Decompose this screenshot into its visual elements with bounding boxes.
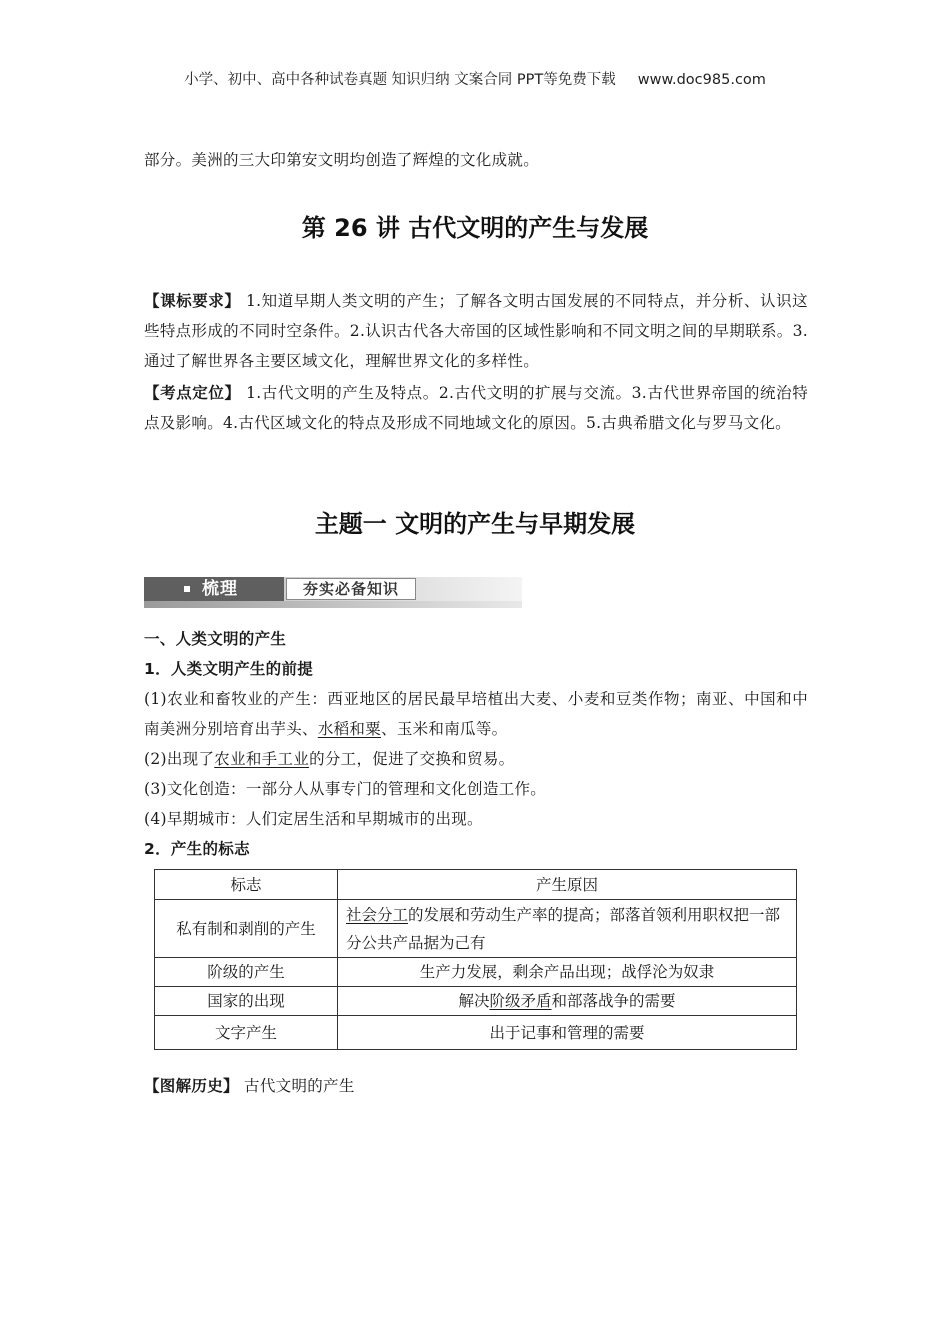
banner-box: 夯实必备知识 [286,578,416,600]
table-header-reason: 产生原因 [338,870,797,900]
diagram-caption [144,1071,808,1101]
square-bullet-icon [184,586,190,592]
table-header-sign: 标志 [155,870,338,900]
table-header-row [155,870,797,900]
reason-text: 和部落战争的需要 [551,992,676,1010]
table-cell-sign: 国家的出现 [155,987,338,1016]
item-agriculture-text-b: 、玉米和南瓜等。 [381,720,508,738]
table-cell-sign: 文字产生 [155,1016,338,1050]
item-agriculture-underline: 水稻和粟 [317,720,382,738]
item-division-text-b: 的分工，促进了交换和贸易。 [309,750,515,768]
banner-label: 梳理 [202,579,238,599]
subheading-prerequisites: 1．人类文明产生的前提 [144,660,314,678]
table-row [155,900,797,958]
curriculum-paragraph [144,286,808,376]
table-cell-reason [338,987,797,1016]
item-agriculture [144,684,808,744]
reason-underline: 社会分工 [346,905,409,924]
diagram-text: 古代文明的产生 [238,1077,355,1095]
banner-strip [144,601,522,608]
section-banner [144,577,522,608]
subheading-signs: 2．产生的标志 [144,840,250,858]
section-heading: 一、人类文明的产生 [144,630,287,648]
table-cell-reason [338,900,797,958]
item-division-underline: 农业和手工业 [214,750,310,768]
table-cell-reason: 出于记事和管理的需要 [338,1016,797,1050]
curriculum-text: 1.知道早期人类文明的产生；了解各文明古国发展的不同特点，并分析、认识这些特点形成的不同时空条件。2.认识古代各大帝国的区域性影响和不同文明之间的早期联系。3.通过了解世界各主要区域文化，理解世界文化的多样性。 [144,292,808,370]
table-row [155,958,797,987]
exam-points-label: 【考点定位】 [144,384,241,402]
table-row [155,1016,797,1050]
page-header [0,68,950,89]
reason-underline: 阶级矛盾 [489,992,552,1010]
curriculum-label: 【课标要求】 [144,292,241,310]
exam-points-paragraph [144,378,808,438]
signs-table [154,869,797,1050]
diagram-label: 【图解历史】 [144,1077,239,1095]
item-agriculture-text-a: (1)农业和畜牧业的产生：西亚地区的居民最早培植出大麦、小麦和豆类作物；南亚、中国和中南美洲分别培育出芋头、 [144,690,808,738]
table-row [155,987,797,1016]
theme-title: 主题一 文明的产生与早期发展 [314,510,636,538]
header-site[interactable]: www.doc985.com [637,72,766,88]
table-cell-reason: 生产力发展，剩余产品出现；战俘沦为奴隶 [338,958,797,987]
reason-pre: 解决 [458,992,490,1010]
item-cities: (4)早期城市：人们定居生活和早期城市的出现。 [144,810,483,828]
item-division-of-labor [144,744,808,774]
table-cell-sign: 阶级的产生 [155,958,338,987]
lecture-title: 第 26 讲 古代文明的产生与发展 [301,214,649,242]
item-culture: (3)文化创造：一部分人从事专门的管理和文化创造工作。 [144,780,547,798]
item-division-text-a: (2)出现了 [144,750,215,768]
header-text: 小学、初中、高中各种试卷真题 知识归纳 文案合同 PPT等免费下载 [184,72,616,88]
table-cell-sign: 私有制和剥削的产生 [155,900,338,958]
exam-points-text: 1.古代文明的产生及特点。2.古代文明的扩展与交流。3.古代世界帝国的统治特点及影响。4.古代区域文化的特点及形成不同地域文化的原因。5.古典希腊文化与罗马文化。 [144,384,808,432]
intro-tail: 部分。美洲的三大印第安文明均创造了辉煌的文化成就。 [144,151,540,169]
reason-text: 的发展和劳动生产率的提高；部落首领利用职权把一部分公共产品据为己有 [346,905,781,952]
